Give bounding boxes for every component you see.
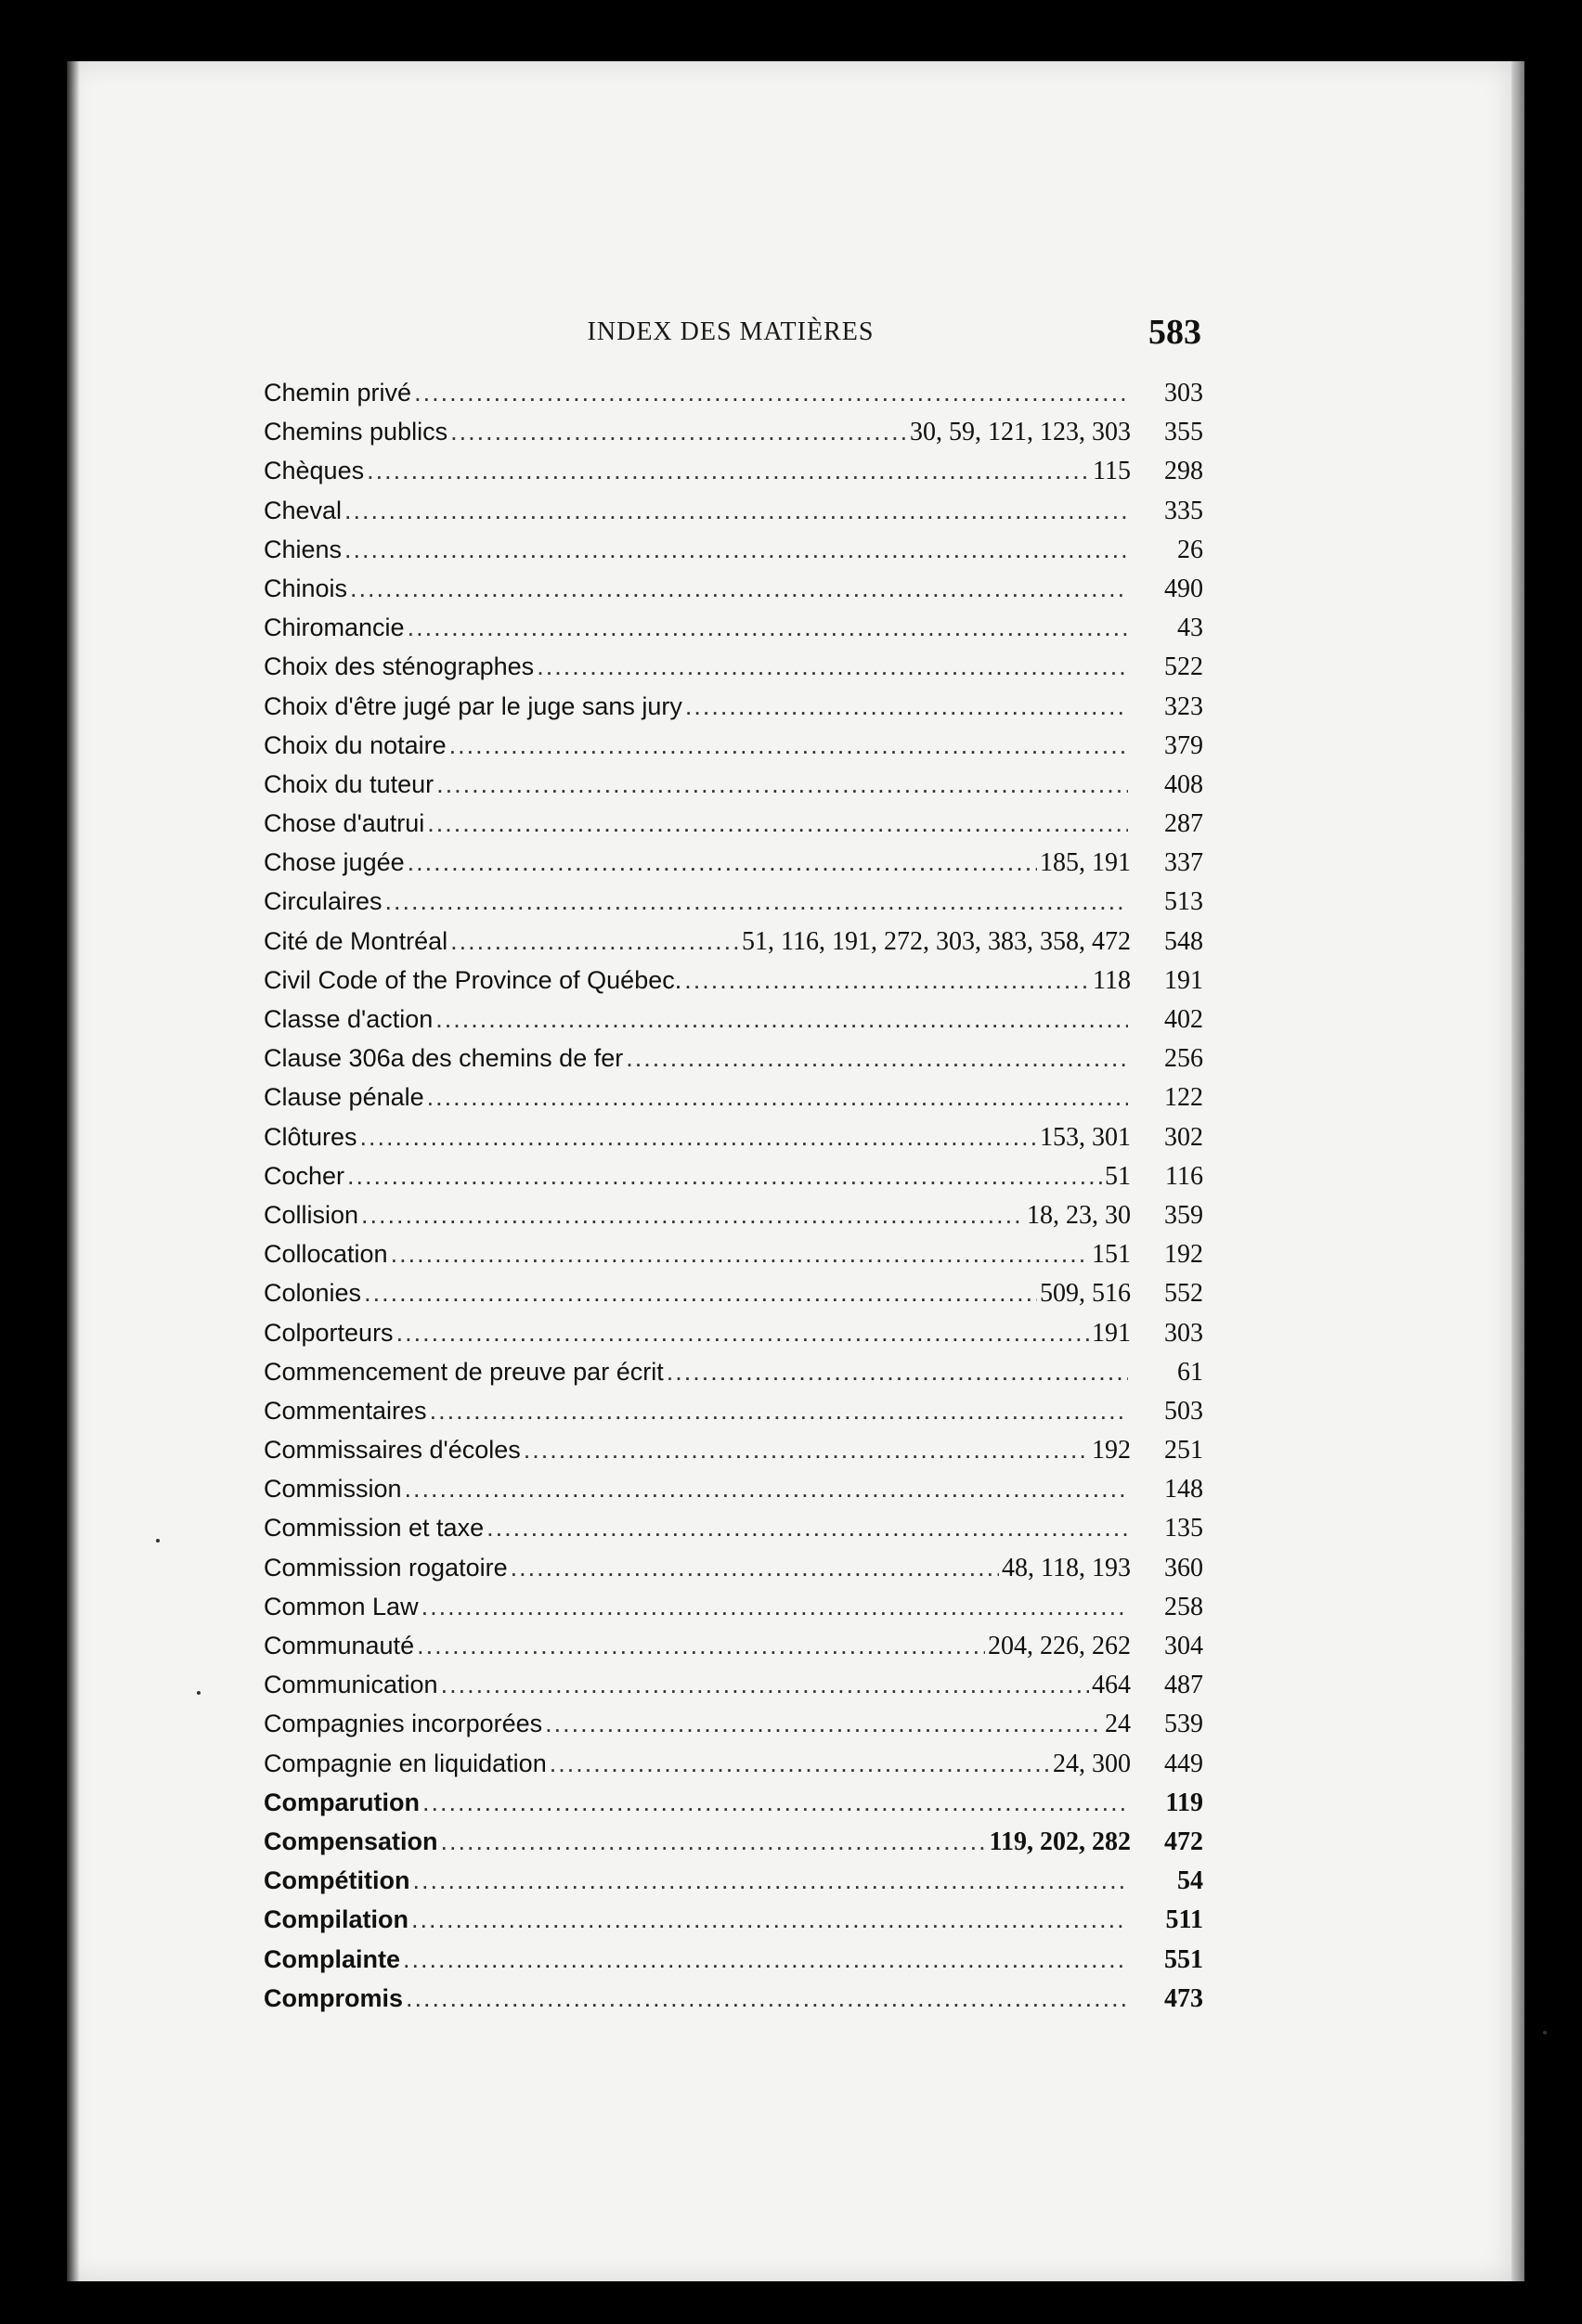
index-entry [264, 1593, 1203, 1632]
index-entry [264, 457, 1203, 496]
entry-term: Compromis [264, 1983, 404, 2012]
index-entry [264, 1240, 1203, 1279]
index-entry [264, 887, 1203, 926]
entry-cross-refs: 191 [1092, 1318, 1131, 1348]
entry-page-number: 135 [1164, 1514, 1203, 1543]
index-entries-list [264, 379, 1203, 2023]
entry-term: Comparution [264, 1788, 420, 1816]
entry-page-number: 191 [1164, 965, 1203, 995]
entry-term: Clause 306a des chemins de fer [264, 1044, 624, 1073]
index-entry [264, 1475, 1203, 1514]
dot-leader [550, 1749, 1050, 1778]
entry-term: Common Law [264, 1592, 419, 1620]
dot-leader [421, 1593, 1128, 1621]
dot-leader [486, 1514, 1128, 1543]
index-entry [264, 1044, 1203, 1083]
entry-term: Compensation [264, 1827, 438, 1855]
entry-term: Clôtures [264, 1122, 357, 1151]
entry-term: Chiens [264, 535, 343, 563]
entry-page-number: 539 [1164, 1710, 1203, 1739]
entry-page-number: 379 [1164, 730, 1203, 760]
dot-leader [626, 1044, 1128, 1073]
dot-leader [408, 613, 1128, 642]
dot-leader [344, 497, 1128, 525]
entry-term: Commissaires d'écoles [264, 1436, 521, 1465]
entry-cross-refs: 30, 59, 121, 123, 303 [910, 418, 1131, 447]
entry-cross-refs: 51 [1105, 1161, 1131, 1191]
entry-page-number: 511 [1165, 1905, 1203, 1935]
dot-leader [427, 809, 1128, 838]
index-entry [264, 1358, 1203, 1397]
entry-page-number: 302 [1164, 1122, 1203, 1152]
entry-page-number: 303 [1164, 1318, 1203, 1348]
entry-cross-refs: 464 [1092, 1671, 1131, 1700]
entry-cross-refs: 151 [1092, 1240, 1131, 1270]
entry-page-number: 122 [1164, 1083, 1203, 1113]
entry-term: Commission [264, 1475, 402, 1504]
entry-term: Chose d'autrui [264, 809, 425, 838]
dot-leader [385, 887, 1128, 916]
entry-page-number: 522 [1164, 652, 1203, 682]
entry-page-number: 355 [1164, 418, 1203, 447]
scan-speck [1543, 2031, 1547, 2034]
dot-leader [524, 1436, 1089, 1465]
entry-page-number: 119 [1165, 1788, 1203, 1817]
index-entry [264, 848, 1203, 887]
page-header [260, 314, 1201, 358]
entry-term: Chose jugée [264, 848, 405, 877]
entry-term: Chemin privé [264, 379, 412, 407]
dot-leader [450, 927, 739, 956]
entry-page-number: 359 [1164, 1200, 1203, 1230]
entry-page-number: 258 [1164, 1592, 1203, 1621]
dot-leader [396, 1319, 1089, 1348]
dot-leader [350, 575, 1128, 603]
dot-leader [408, 848, 1037, 877]
entry-cross-refs: 118 [1093, 965, 1131, 995]
dot-leader [435, 1005, 1128, 1034]
dot-leader [685, 692, 1128, 721]
entry-page-number: 323 [1164, 691, 1203, 721]
index-entry [264, 1788, 1203, 1827]
dot-leader [411, 1905, 1128, 1934]
entry-page-number: 298 [1164, 457, 1203, 486]
dot-leader [367, 457, 1090, 485]
entry-page-number: 303 [1164, 379, 1203, 407]
index-entry [264, 1632, 1203, 1671]
index-entry [264, 1083, 1203, 1122]
dot-leader [360, 1123, 1037, 1152]
entry-term: Compagnie en liquidation [264, 1749, 547, 1777]
dot-leader [441, 1671, 1089, 1699]
entry-term: Communauté [264, 1632, 415, 1659]
entry-cross-refs: 18, 23, 30 [1027, 1200, 1131, 1230]
page-number: 583 [1148, 313, 1201, 352]
entry-term: Complainte [264, 1944, 401, 1973]
entry-page-number: 256 [1164, 1044, 1203, 1074]
entry-page-number: 360 [1164, 1553, 1203, 1582]
entry-cross-refs: 204, 226, 262 [988, 1632, 1131, 1660]
entry-cross-refs: 185, 191 [1040, 848, 1131, 878]
dot-leader [406, 1984, 1128, 2013]
index-entry [264, 1749, 1203, 1788]
entry-term: Colporteurs [264, 1318, 394, 1347]
entry-term: Compétition [264, 1866, 410, 1895]
entry-term: Choix du tuteur [264, 769, 434, 798]
entry-cross-refs: 24 [1105, 1710, 1131, 1739]
index-entry [264, 1945, 1203, 1984]
scan-speck [156, 1539, 160, 1543]
dot-leader [344, 536, 1128, 564]
index-entry [264, 1123, 1203, 1162]
dot-leader [667, 1358, 1128, 1387]
entry-term: Chemins publics [264, 418, 448, 446]
entry-page-number: 552 [1164, 1279, 1203, 1309]
entry-page-number: 148 [1164, 1475, 1203, 1504]
index-entry [264, 575, 1203, 613]
entry-page-number: 487 [1164, 1671, 1203, 1700]
entry-term: Compilation [264, 1905, 408, 1934]
index-entry [264, 652, 1203, 691]
entry-term: Collocation [264, 1240, 388, 1269]
index-entry [264, 1710, 1203, 1749]
entry-page-number: 116 [1165, 1161, 1203, 1191]
entry-cross-refs: 509, 516 [1040, 1279, 1131, 1309]
dot-leader [441, 1827, 987, 1856]
dot-leader [364, 1279, 1037, 1308]
entry-term: Commencement de preuve par écrit [264, 1357, 664, 1386]
index-entry [264, 1279, 1203, 1318]
dot-leader [414, 379, 1128, 407]
entry-page-number: 251 [1164, 1436, 1203, 1465]
entry-term: Choix d'être jugé par le juge sans jury [264, 691, 682, 720]
entry-page-number: 192 [1164, 1240, 1203, 1270]
dot-leader [537, 652, 1128, 681]
entry-term: Chèques [264, 457, 365, 485]
entry-cross-refs: 24, 300 [1053, 1749, 1131, 1778]
dot-leader [545, 1710, 1102, 1738]
entry-cross-refs: 51, 116, 191, 272, 303, 383, 358, 472 [742, 926, 1131, 956]
dot-leader [427, 1083, 1128, 1112]
index-entry [264, 809, 1203, 848]
entry-cross-refs: 192 [1092, 1436, 1131, 1465]
entry-term: Cité de Montréal [264, 926, 448, 955]
entry-term: Commission et taxe [264, 1514, 485, 1543]
index-entry [264, 1905, 1203, 1944]
index-entry [264, 692, 1203, 731]
entry-page-number: 337 [1164, 848, 1203, 878]
entry-page-number: 551 [1164, 1944, 1203, 1974]
page-gutter-shadow [67, 61, 80, 2281]
entry-cross-refs: 153, 301 [1040, 1122, 1131, 1152]
scan-speck [197, 1691, 201, 1695]
index-entry [264, 1671, 1203, 1710]
entry-page-number: 513 [1164, 887, 1203, 917]
entry-cross-refs: 119, 202, 282 [989, 1827, 1131, 1856]
index-entry [264, 536, 1203, 575]
entry-term: Choix du notaire [264, 730, 447, 759]
dot-leader [347, 1162, 1102, 1191]
page-edge [1511, 61, 1524, 2281]
index-entry [264, 1005, 1203, 1044]
entry-term: Clause pénale [264, 1083, 424, 1112]
entry-page-number: 548 [1164, 926, 1203, 956]
entry-page-number: 61 [1177, 1357, 1203, 1387]
dot-leader [430, 1397, 1128, 1426]
dot-leader [412, 1866, 1128, 1895]
entry-page-number: 503 [1164, 1396, 1203, 1426]
dot-leader [684, 966, 1090, 995]
entry-cross-refs: 115 [1093, 457, 1131, 486]
dot-leader [422, 1788, 1128, 1817]
entry-term: Compagnies incorporées [264, 1710, 543, 1738]
index-entry [264, 1436, 1203, 1475]
running-title: INDEX DES MATIÈRES [587, 317, 875, 346]
dot-leader [405, 1475, 1128, 1504]
entry-term: Communication [264, 1671, 438, 1699]
entry-term: Choix des sténographes [264, 652, 535, 681]
index-entry [264, 1866, 1203, 1905]
index-entry [264, 379, 1203, 418]
index-entry [264, 1554, 1203, 1593]
dot-leader [403, 1945, 1128, 1974]
index-entry [264, 1319, 1203, 1358]
index-entry [264, 770, 1203, 809]
entry-term: Cheval [264, 496, 343, 524]
dot-leader [417, 1632, 985, 1660]
entry-term: Chinois [264, 574, 348, 602]
dot-leader [449, 731, 1128, 760]
index-entry [264, 1827, 1203, 1866]
index-entry [264, 1201, 1203, 1240]
entry-page-number: 26 [1177, 535, 1203, 564]
entry-page-number: 472 [1164, 1827, 1203, 1856]
entry-term: Circulaires [264, 887, 383, 916]
entry-page-number: 287 [1164, 809, 1203, 839]
entry-page-number: 473 [1164, 1983, 1203, 2013]
entry-term: Colonies [264, 1279, 362, 1308]
entry-term: Classe d'action [264, 1005, 434, 1033]
index-entry [264, 927, 1203, 966]
dot-leader [450, 418, 907, 446]
index-entry [264, 1514, 1203, 1553]
entry-term: Cocher [264, 1161, 345, 1190]
entry-term: Civil Code of the Province of Québec. [264, 965, 682, 994]
index-entry [264, 966, 1203, 1005]
entry-term: Commentaires [264, 1396, 427, 1425]
dot-leader [436, 770, 1128, 799]
dot-leader [511, 1554, 999, 1582]
entry-cross-refs: 48, 118, 193 [1002, 1553, 1131, 1582]
entry-page-number: 449 [1164, 1749, 1203, 1778]
entry-page-number: 54 [1177, 1866, 1203, 1896]
index-entry [264, 731, 1203, 770]
entry-page-number: 304 [1164, 1632, 1203, 1660]
dot-leader [391, 1240, 1089, 1269]
entry-page-number: 402 [1164, 1005, 1203, 1034]
entry-page-number: 490 [1164, 574, 1203, 603]
index-entry [264, 497, 1203, 536]
entry-page-number: 408 [1164, 769, 1203, 799]
index-entry [264, 1162, 1203, 1201]
index-entry [264, 418, 1203, 457]
entry-term: Chiromancie [264, 613, 405, 642]
entry-page-number: 43 [1177, 613, 1203, 643]
entry-page-number: 335 [1164, 496, 1203, 525]
index-entry [264, 613, 1203, 652]
entry-term: Collision [264, 1200, 359, 1229]
index-entry [264, 1397, 1203, 1436]
dot-leader [361, 1201, 1024, 1230]
entry-term: Commission rogatoire [264, 1553, 508, 1582]
index-entry [264, 1984, 1203, 2023]
